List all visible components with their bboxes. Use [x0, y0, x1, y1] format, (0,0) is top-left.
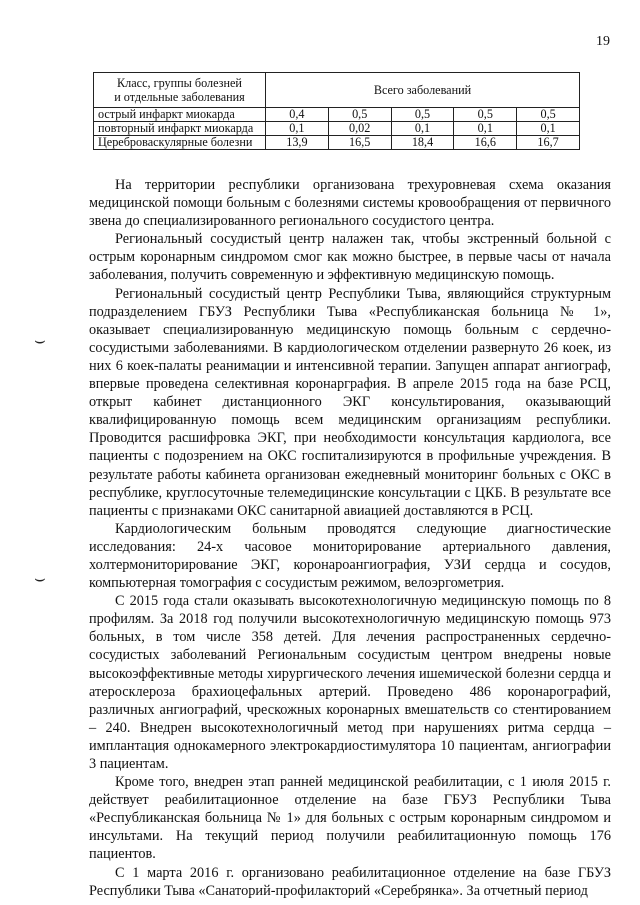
table-row [94, 122, 580, 136]
paragraph: Кардиологическим больным проводятся следующие диагностические исследования: 24-х часовое мониторирование артериального давления, холтермониторирование ЭКГ, коронароангиография, УЗИ сердца и сосудов, компьютерная томография с сосудистым режимом, велоэргометрия. [89, 520, 611, 592]
table-header-line: Класс, группы болезней [117, 76, 242, 90]
table-cell: 0,5 [454, 108, 517, 122]
table-cell: 0,1 [517, 122, 580, 136]
body-text [89, 176, 611, 900]
table-row [94, 136, 580, 150]
scan-mark: ⌣ [34, 330, 46, 350]
table-cell: 18,4 [391, 136, 454, 150]
paragraph: На территории республики организована трехуровневая схема оказания медицинской помощи больным с болезнями системы кровообращения от первичного звена до специализированного регионального сосудистого центра. [89, 177, 611, 230]
table-cell: 16,6 [454, 136, 517, 150]
scan-mark: ⌣ [34, 568, 46, 588]
table-header-class [94, 73, 266, 108]
diseases-table [93, 72, 580, 150]
table-cell: 0,02 [328, 122, 391, 136]
table-cell-label: Цереброваскулярные болезни [94, 136, 266, 150]
paragraph: Региональный сосудистый центр Республики Тыва, являющийся структурным подразделением ГБУЗ Республики Тыва «Республиканская больница № 1», оказывает специализированную медицинскую помощь больным с сердечно-сосудистыми заболеваниями. В кардиологическом отделении развернуто 26 коек, из них 6 коек-палаты реанимации и интенсивной терапии. Запущен аппарат ангиограф, впервые проведена селективная коронарграфия. В апреле 2015 года на базе РСЦ, открыт кабинет дистанционного ЭКГ консультирования, оказывающий квалифицированную помощь всем медицинским организациям республики. Проводится расшифровка ЭКГ, при необходимости консультация кардиолога, все пациенты с подозрением на ОКС госпитализируются в профильные учреждения. В результате работы кабинета организован ежедневный мониторинг больных с ОКС в республике, круглосуточные телемедицинские консультации с ЦКБ. В результате все пациенты с признаками ОКС санитарной авиацией доставляются в РСЦ. [89, 285, 611, 519]
page-number: 19 [596, 34, 610, 49]
table-cell: 16,5 [328, 136, 391, 150]
table-cell-label: острый инфаркт миокарда [94, 108, 266, 122]
table-cell: 0,4 [266, 108, 329, 122]
table-cell: 0,5 [391, 108, 454, 122]
paragraph: Кроме того, внедрен этап ранней медицинской реабилитации, с 1 июля 2015 г. действует реабилитационное отделение на базе ГБУЗ Республики Тыва «Республиканская больница № 1» для больных с острым коронарным синдромом и инсультами. На текущий период получили реабилитационную помощь 176 пациентов. [89, 774, 611, 863]
table-cell: 13,9 [266, 136, 329, 150]
table-cell: 0,1 [391, 122, 454, 136]
table-header-row [94, 73, 580, 108]
table-header-total: Всего заболеваний [266, 73, 580, 108]
paragraph: Региональный сосудистый центр налажен так, чтобы экстренный больной с острым коронарным синдромом смог как можно быстрее, в первые часы от начала заболевания, получить современную и эффективную медицинскую помощь. [89, 231, 611, 284]
table-cell: 0,1 [454, 122, 517, 136]
table-cell: 0,5 [328, 108, 391, 122]
table-cell: 0,1 [266, 122, 329, 136]
table-row [94, 108, 580, 122]
table-cell: 0,5 [517, 108, 580, 122]
table-cell-label: повторный инфаркт миокарда [94, 122, 266, 136]
paragraph: С 1 марта 2016 г. организовано реабилитационное отделение на базе ГБУЗ Республики Тыва «Санаторий-профилакторий «Серебрянка». За отчетный период [89, 864, 611, 899]
table-header-line: и отдельные заболевания [114, 90, 245, 104]
paragraph: С 2015 года стали оказывать высокотехнологичную медицинскую помощь по 8 профилям. За 2018 год получили высокотехнологичную медицинскую помощь 973 больных, в том числе 358 детей. Для лечения распространенных сердечно-сосудистых заболеваний Региональным сосудистым центром внедрены новые высокоэффективные методы хирургического лечения ишемической болезни сердца и атеросклероза брахиоцефальных артерий. Проведено 486 коронарографий, различных ангиографий, чрескожных коронарных вмешательств со стентированием – 240. Внедрен высокотехнологичный метод при нарушениях ритма сердца – имплантация однокамерного электрокардиостимулятора 10 пациентам, ангиографии 3 пациентам. [89, 593, 611, 772]
table-cell: 16,7 [517, 136, 580, 150]
